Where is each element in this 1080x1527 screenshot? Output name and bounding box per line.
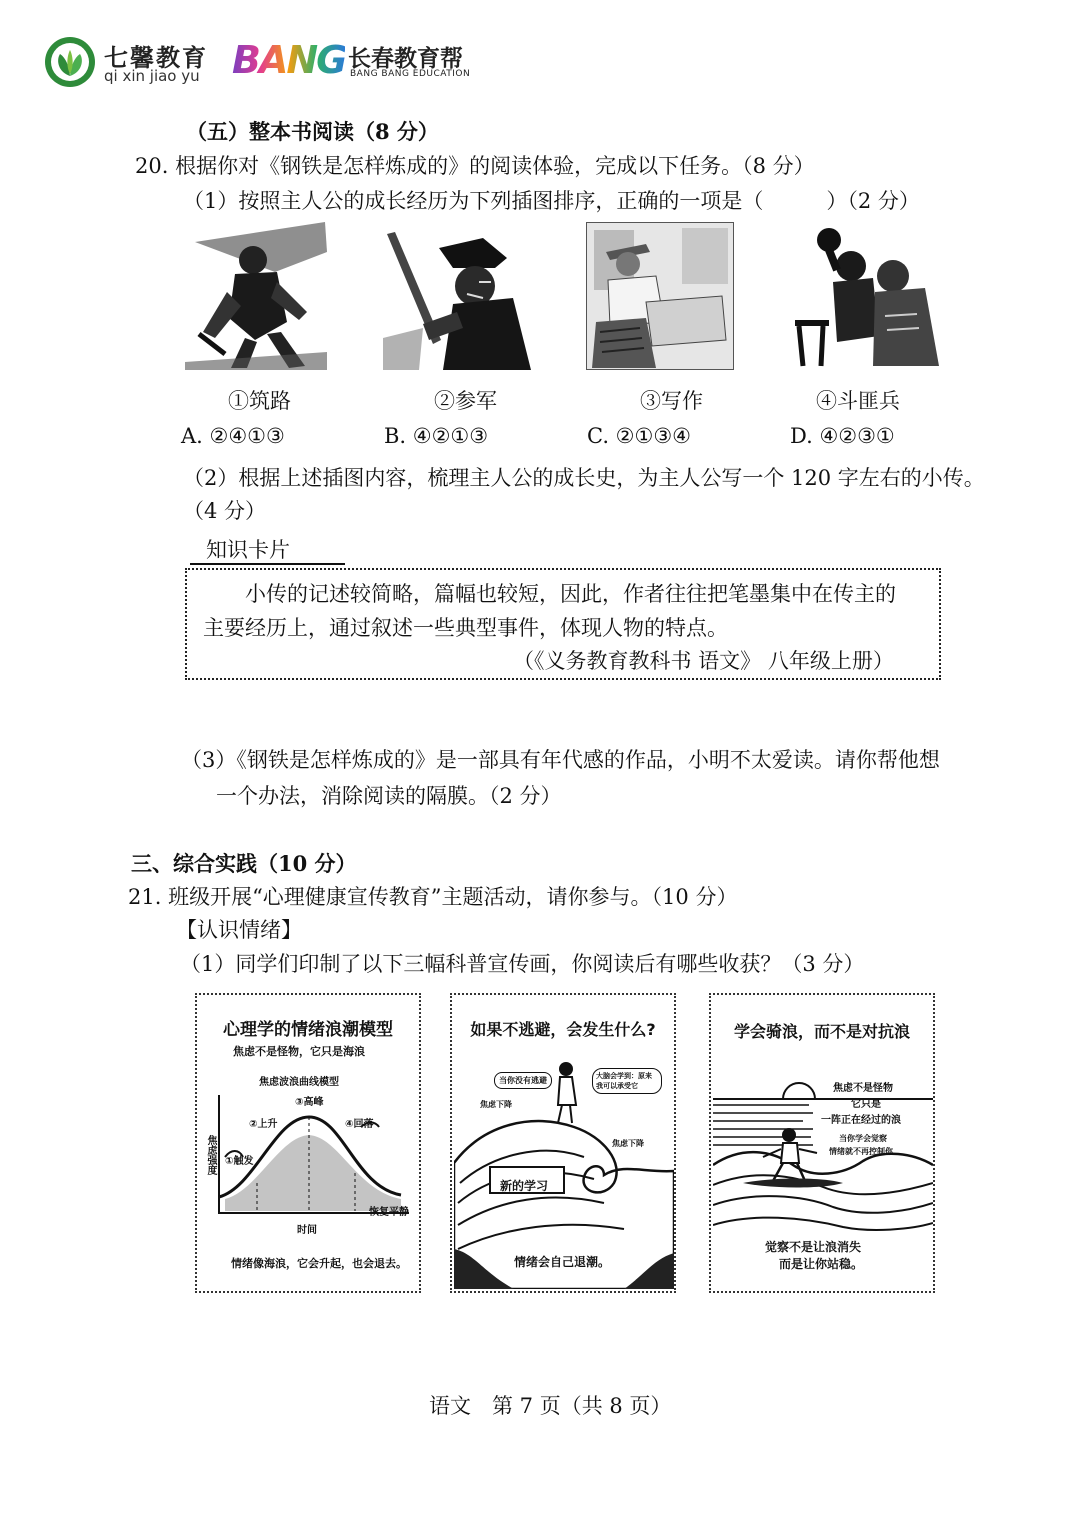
qixin-logo-cn: 七馨教育 <box>104 44 208 72</box>
caption-4: ④斗匪兵 <box>816 389 900 413</box>
poster3-title: 学会骑浪，而不是对抗浪 <box>733 1022 910 1041</box>
poster1-label-trigger: ①触发 <box>225 1156 254 1167</box>
poster2-footer: 情绪会自己退潮。 <box>514 1255 611 1269</box>
bang-logo-cn: 长春教育帮 <box>348 46 463 72</box>
poster2-bubble1: 当你没有逃避 <box>494 1072 552 1089</box>
knowledge-card-title: 知识卡片 <box>206 538 290 562</box>
caption-1: ①筑路 <box>228 389 291 413</box>
poster3-right-text2-1: 当你学会觉察 <box>839 1134 887 1143</box>
poster-ride-the-wave <box>709 993 935 1293</box>
bang-logo-en: BANG BANG EDUCATION <box>350 69 471 79</box>
poster1-chart-title: 焦虑波浪曲线模型 <box>259 1077 339 1088</box>
card-line2: 主要经历上，通过叙述一些典型事件，体现人物的特点。 <box>203 616 728 640</box>
q20-2-line1: （2）根据上述插图内容，梳理主人公的成长史，为主人公写一个 120 字左右的小传。 <box>183 466 985 490</box>
illustration-writing <box>586 222 734 370</box>
option-b: B. ④②①③ <box>384 424 489 448</box>
q20-1: （1）按照主人公的成长经历为下列插图排序，正确的一项是（ ）（2 分） <box>183 189 920 213</box>
poster1-y-axis: 焦虑强度 <box>205 1135 216 1175</box>
qixin-logo-pinyin: qi xin jiao yu <box>104 67 200 85</box>
q20-3-line1: （3）《钢铁是怎样炼成的》是一部具有年代感的作品，小明不太爱读。请你帮他想 <box>181 748 940 772</box>
poster2-wave-label: 新的学习 <box>500 1179 549 1193</box>
poster1-label-fall: ④回落 <box>345 1119 374 1130</box>
poster3-surf-illustration <box>713 1065 933 1255</box>
option-c: C. ②①③④ <box>587 424 691 448</box>
q20-2-line2: （4 分） <box>183 499 267 523</box>
poster2-label-left: 焦虑下降 <box>480 1100 512 1109</box>
section3-heading: 三、综合实践（10 分） <box>131 851 357 876</box>
caption-3: ③写作 <box>640 389 703 413</box>
poster2-bubble2: 大脑会学到：原来我可以承受它 <box>592 1068 662 1094</box>
qixin-logo <box>44 36 214 88</box>
poster1-subtitle: 焦虑不是怪物，它只是海浪 <box>233 1045 365 1058</box>
q21-1: （1）同学们印制了以下三幅科普宣传画，你阅读后有哪些收获？（3 分） <box>180 952 865 976</box>
poster1-x-axis: 时间 <box>297 1225 317 1236</box>
illustration-fighting-bandits <box>789 226 941 371</box>
poster3-right-text-3: 一阵正在经过的浪 <box>821 1115 901 1126</box>
bang-logo-brand: BANG <box>232 38 346 82</box>
option-a: A. ②④①③ <box>181 424 285 448</box>
poster-no-escape <box>450 993 676 1293</box>
illustration-enlisting <box>383 228 533 370</box>
q21-stem: 21. 班级开展“心理健康宣传教育”主题活动，请你参与。（10 分） <box>128 885 738 909</box>
page-footer: 语文 第 7 页（共 8 页） <box>429 1394 672 1418</box>
poster-emotion-wave-model <box>195 993 421 1293</box>
poster3-right-text-1: 焦虑不是怪物 <box>833 1083 893 1094</box>
q20-3-line2: 一个办法，消除阅读的隔膜。（2 分） <box>216 784 562 808</box>
poster2-title: 如果不逃避，会发生什么? <box>470 1020 656 1039</box>
poster1-label-rise: ②上升 <box>249 1119 278 1130</box>
qixin-leaf-icon <box>44 36 96 88</box>
poster1-title: 心理学的情绪浪潮模型 <box>223 1020 393 1040</box>
poster3-footer-2: 而是让你站稳。 <box>779 1257 864 1271</box>
card-line1: 小传的记述较简略，篇幅也较短，因此，作者往往把笔墨集中在传主的 <box>245 582 896 606</box>
poster1-label-calm: 恢复平静 <box>369 1207 409 1218</box>
q21-sub-heading: 【认识情绪】 <box>176 918 302 942</box>
poster1-label-peak: ③高峰 <box>295 1097 324 1108</box>
poster3-right-text-2: 它只是 <box>851 1099 881 1110</box>
card-source: （《义务教育教科书 语文》 八年级上册） <box>513 649 894 673</box>
caption-2: ②参军 <box>434 389 497 413</box>
option-d: D. ④②③① <box>790 424 895 448</box>
poster1-footer: 情绪像海浪，它会升起，也会退去。 <box>231 1257 407 1270</box>
poster2-label-right: 焦虑下降 <box>612 1139 644 1148</box>
poster3-footer-1: 觉察不是让浪消失 <box>765 1240 862 1254</box>
section5-heading: （五）整本书阅读（8 分） <box>186 119 439 144</box>
knowledge-card-title-underline <box>190 563 345 565</box>
poster3-right-text2-2: 情绪就不再控制你 <box>829 1147 893 1156</box>
bang-logo <box>232 38 492 86</box>
q20-stem: 20. 根据你对《钢铁是怎样炼成的》的阅读体验，完成以下任务。（8 分） <box>135 154 815 178</box>
knowledge-card <box>185 568 941 680</box>
illustration-road-building <box>185 222 327 370</box>
